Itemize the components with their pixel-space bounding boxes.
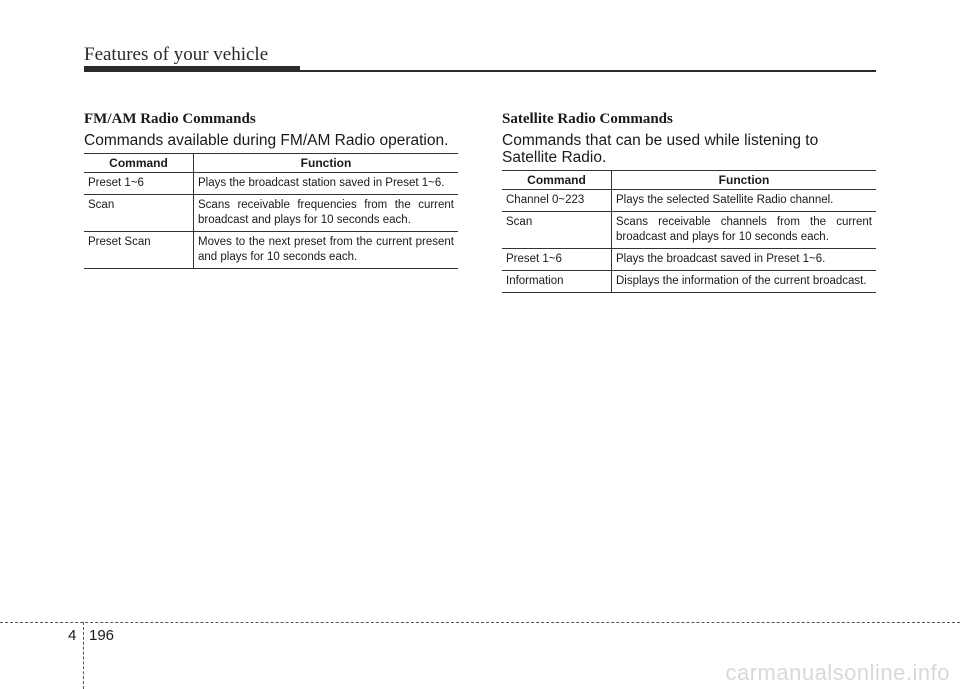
- function-cell: Scans receivable channels from the current broadcast and plays for 10 seconds each.: [612, 212, 877, 249]
- fm-am-heading: FM/AM Radio Commands: [84, 111, 256, 127]
- column-header-function: Function: [612, 171, 877, 190]
- function-cell: Plays the broadcast saved in Preset 1~6.: [612, 249, 877, 271]
- fm-am-intro: Commands available during FM/AM Radio operation.: [84, 132, 449, 149]
- table-header-row: [502, 171, 876, 190]
- function-cell: Scans receivable frequencies from the current broadcast and plays for 10 seconds each.: [194, 195, 459, 232]
- fm-am-section: [84, 111, 458, 269]
- function-cell: Displays the information of the current broadcast.: [612, 271, 877, 293]
- header-rule-thin: [300, 70, 876, 72]
- function-cell: Moves to the next preset from the current present and plays for 10 seconds each.: [194, 232, 459, 269]
- command-cell: Preset 1~6: [84, 173, 194, 195]
- satellite-intro: Commands that can be used while listening to Satellite Radio.: [502, 132, 819, 166]
- table-row: [502, 271, 876, 293]
- table-row: [502, 212, 876, 249]
- table-row: [84, 195, 458, 232]
- table-row: [84, 173, 458, 195]
- command-cell: Scan: [84, 195, 194, 232]
- page-header-title: Features of your vehicle: [84, 44, 269, 65]
- table-row: [502, 190, 876, 212]
- command-cell: Preset Scan: [84, 232, 194, 269]
- fm-am-command-table: [84, 153, 458, 269]
- function-cell: Plays the selected Satellite Radio channel.: [612, 190, 877, 212]
- watermark-text: carmanualsonline.info: [725, 660, 950, 685]
- column-header-function: Function: [194, 154, 459, 173]
- command-cell: Preset 1~6: [502, 249, 612, 271]
- page-number: 196: [89, 627, 115, 644]
- column-header-command: Command: [84, 154, 194, 173]
- header-rule-thick: [84, 66, 300, 72]
- command-cell: Channel 0~223: [502, 190, 612, 212]
- table-row: [84, 232, 458, 269]
- footer-dashed-rule: [0, 622, 960, 623]
- satellite-command-table: [502, 170, 876, 293]
- command-cell: Scan: [502, 212, 612, 249]
- table-row: [502, 249, 876, 271]
- satellite-heading: Satellite Radio Commands: [502, 111, 673, 127]
- table-header-row: [84, 154, 458, 173]
- footer-dashed-divider: [83, 622, 84, 689]
- function-cell: Plays the broadcast station saved in Preset 1~6.: [194, 173, 459, 195]
- column-header-command: Command: [502, 171, 612, 190]
- command-cell: Information: [502, 271, 612, 293]
- chapter-number: 4: [68, 627, 77, 644]
- satellite-section: [502, 111, 876, 293]
